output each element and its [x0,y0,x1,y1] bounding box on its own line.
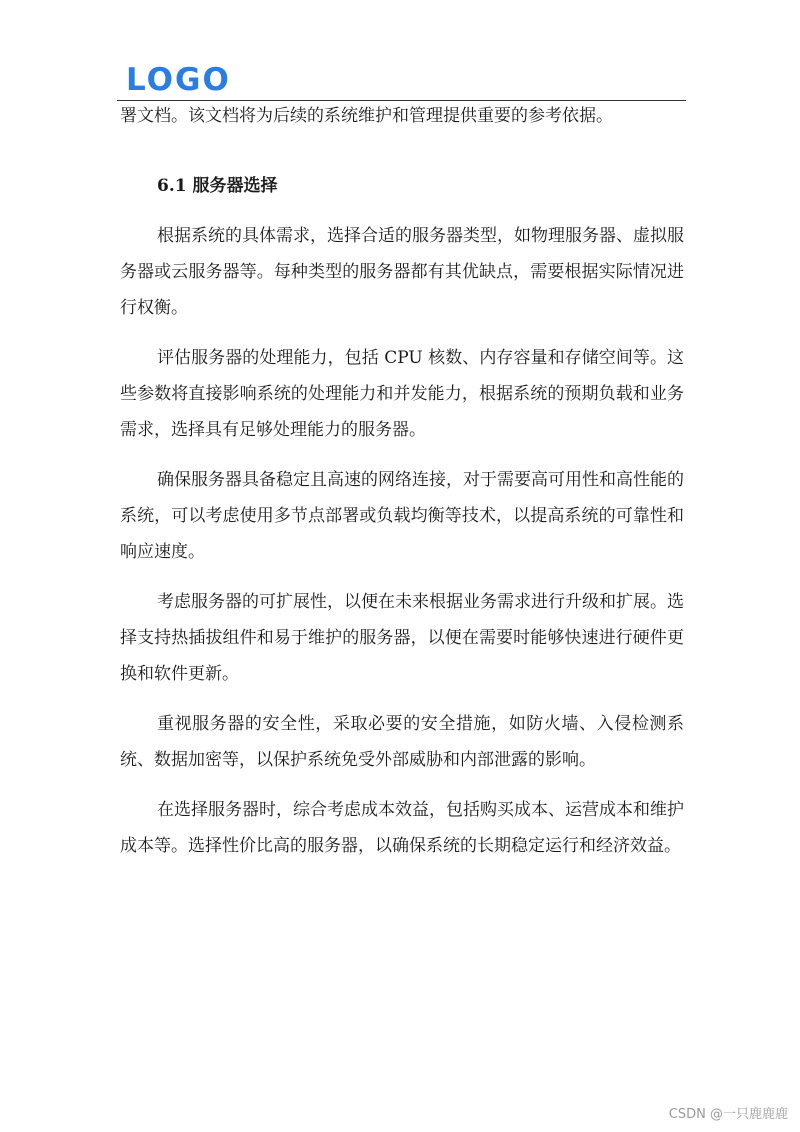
body-paragraph: 重视服务器的安全性，采取必要的安全措施，如防火墙、入侵检测系统、数据加密等，以保护系统免受外部威胁和内部泄露的影响。 [120,714,684,770]
logo: LOGO [126,62,231,98]
body-paragraph: 根据系统的具体需求，选择合适的服务器类型，如物理服务器、虚拟服务器或云服务器等。每种类型的服务器都有其优缺点，需要根据实际情况进行权衡。 [120,226,684,318]
body-paragraph: 评估服务器的处理能力，包括 CPU 核数、内存容量和存储空间等。这些参数将直接影响系统的处理能力和并发能力，根据系统的预期负载和业务需求，选择具有足够处理能力的服务器。 [120,348,684,440]
document-body [120,98,684,864]
section-heading: 6.1 服务器选择 [157,176,278,196]
body-paragraph: 在选择服务器时，综合考虑成本效益，包括购买成本、运营成本和维护成本等。选择性价比高的服务器，以确保系统的长期稳定运行和经济效益。 [120,800,684,856]
body-paragraph: 确保服务器具备稳定且高速的网络连接，对于需要高可用性和高性能的系统，可以考虑使用多节点部署或负载均衡等技术，以提高系统的可靠性和响应速度。 [120,470,684,562]
csdn-watermark: CSDN @一只鹿鹿鹿 [668,1107,788,1122]
body-paragraph: 考虑服务器的可扩展性，以便在未来根据业务需求进行升级和扩展。选择支持热插拔组件和易于维护的服务器，以便在需要时能够快速进行硬件更换和软件更新。 [120,592,684,684]
lead-paragraph: 署文档。该文档将为后续的系统维护和管理提供重要的参考依据。 [120,106,613,126]
